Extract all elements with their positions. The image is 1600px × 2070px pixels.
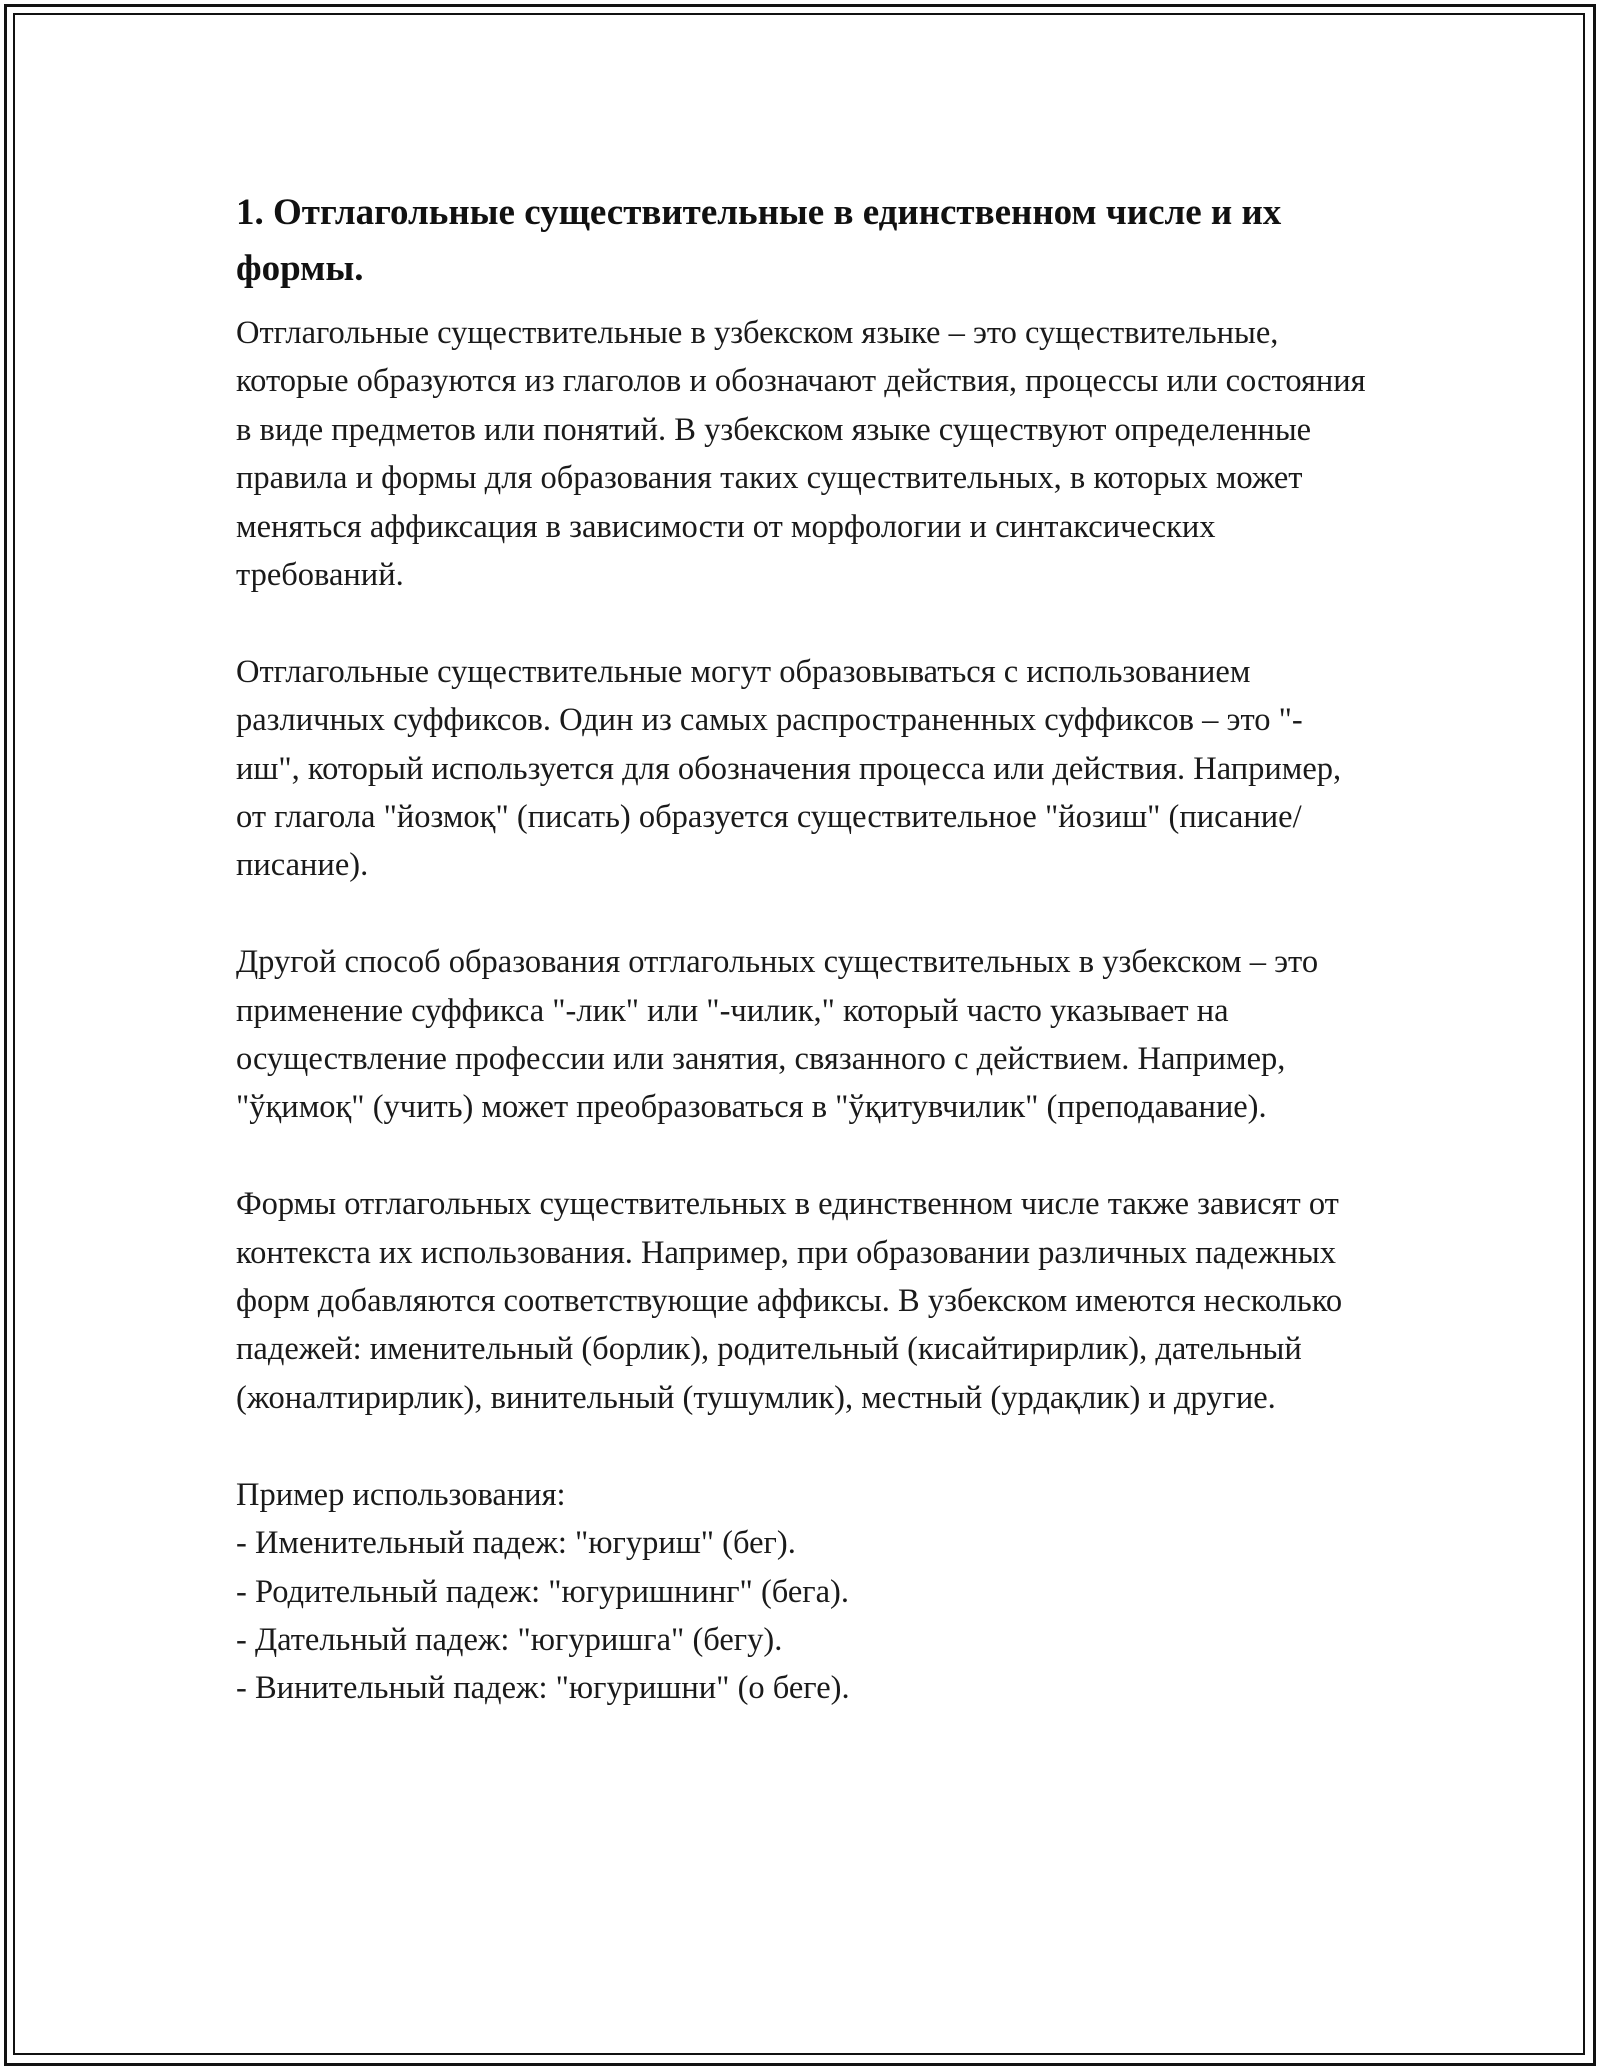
paragraph-suffix-ish: Отглагольные существительные могут образовываться с использованием различных суффиксов. Один из самых распространенных суффиксов – это "-иш", который используется для обозначения процесса или действия. Например, от глагола "йозмоқ" (писать) образуется существительное "йозиш" (писание/писание). (236, 653, 1342, 884)
usage-example-item: - Дательный падеж: "югуришга" (бегу). (236, 1621, 783, 1658)
usage-example-title: Пример использования: (236, 1476, 566, 1513)
usage-example-item: - Именительный падеж: "югуриш" (бег). (236, 1525, 796, 1562)
usage-example-item: - Винительный падеж: "югуришни" (о беге). (236, 1670, 850, 1707)
section-heading: 1. Отглагольные существительные в единственном числе и их формы. (236, 192, 1282, 289)
paragraph-case-forms: Формы отглагольных существительных в единственном числе также зависят от контекста их использования. Например, при образовании различных падежных форм добавляются соответствующие аффиксы. В узбекском имеются несколько падежей: именительный (борлик), родительный (кисайтирирлик), дательный (жоналтирирлик), винительный (тушумлик), местный (урдақлик) и другие. (236, 1186, 1343, 1416)
usage-example-block (236, 1471, 1366, 1713)
paragraph-suffix-lik: Другой способ образования отглагольных существительных в узбекском – это применение суффикса "-лик" или "-чилик," который часто указывает на осуществление профессии или занятия, связанного с действием. Например, "ўқимоқ" (учить) может преобразоваться в "ўқитувчилик" (преподавание). (236, 944, 1319, 1126)
paragraph-definition: Отглагольные существительные в узбекском языке – это существительные, которые образуются из глаголов и обозначают действия, процессы или состояния в виде предметов или понятий. В узбекском языке существуют определенные правила и формы для образования таких существительных, в которых может меняться аффиксация в зависимости от морфологии и синтаксических требований. (236, 315, 1366, 594)
document-body (236, 185, 1366, 1713)
usage-example-item: - Родительный падеж: "югуришнинг" (бега). (236, 1573, 850, 1610)
